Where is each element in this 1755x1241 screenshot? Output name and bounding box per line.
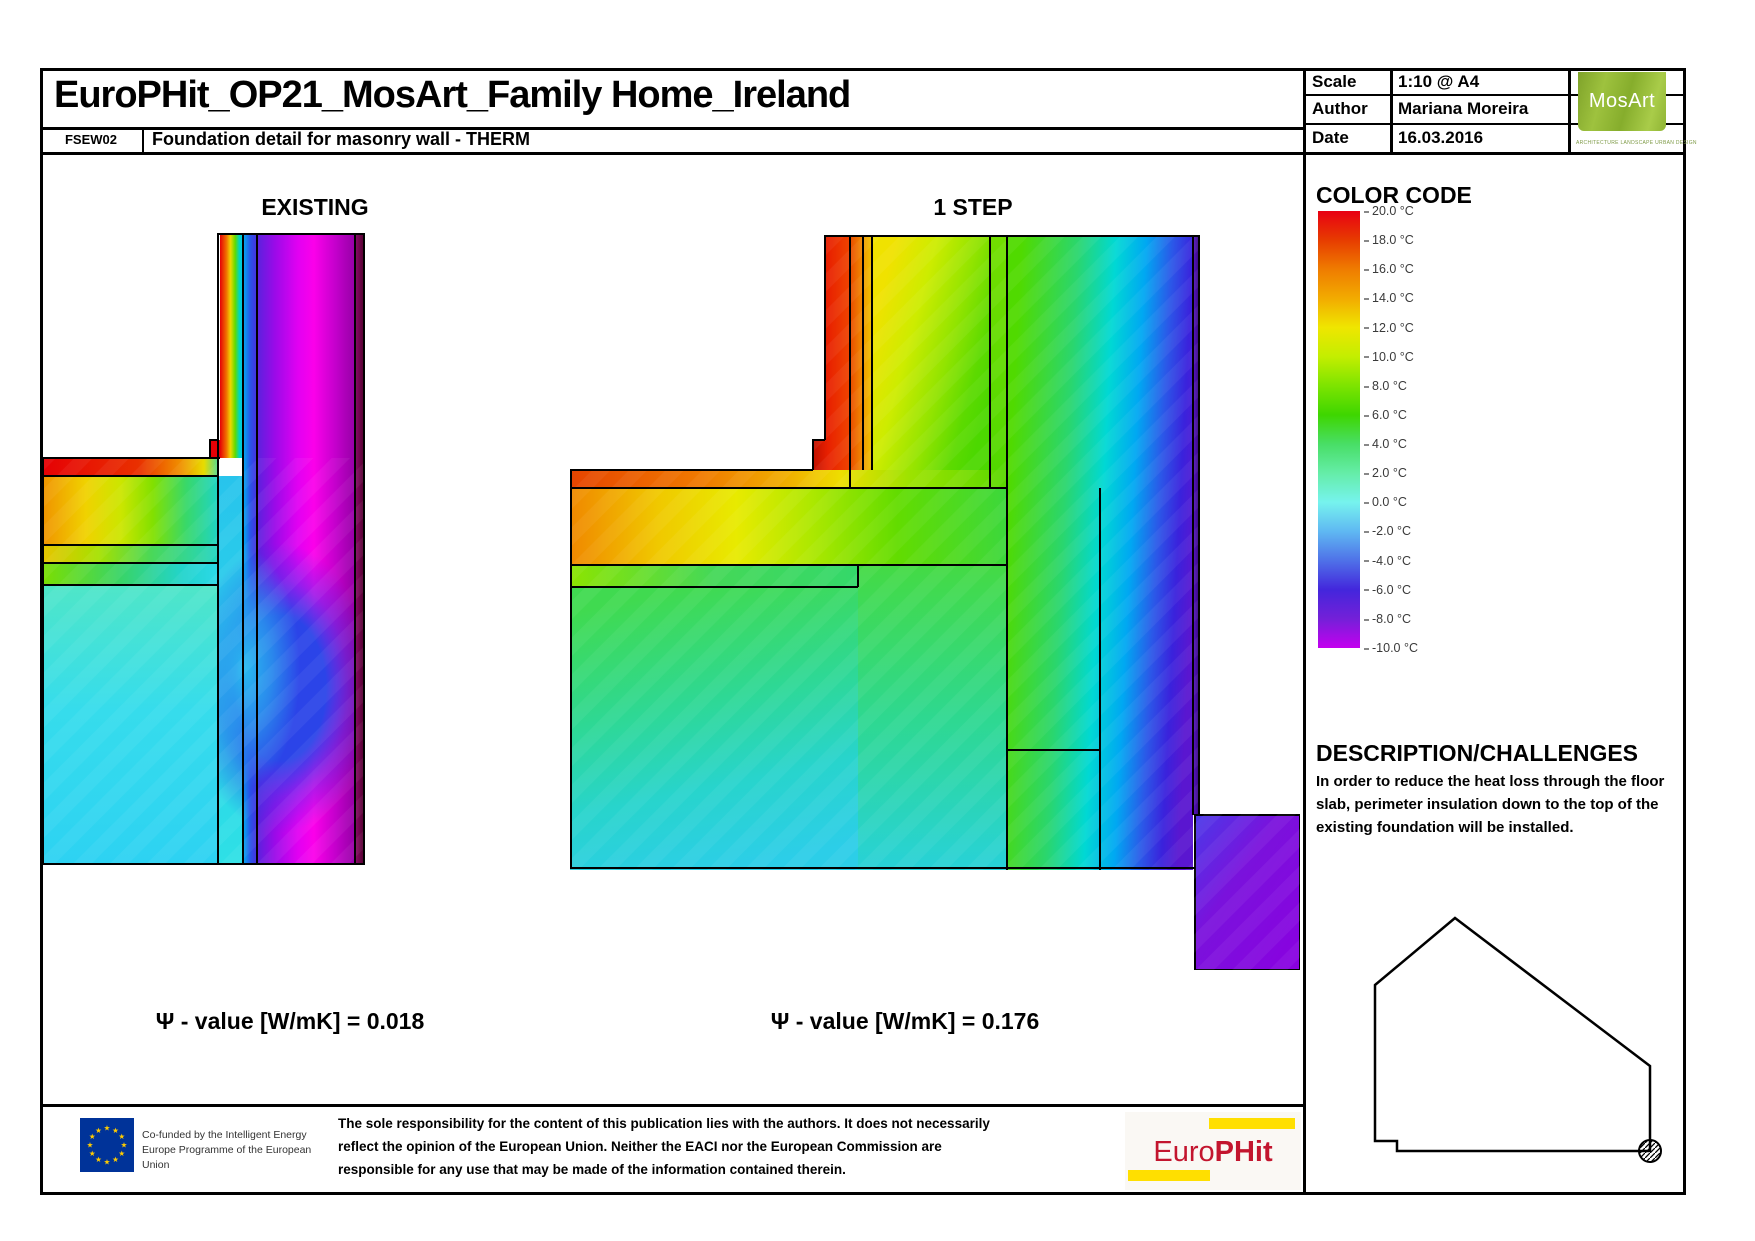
svg-text:★: ★ xyxy=(118,1132,126,1141)
legend-tick: 18.0 °C xyxy=(1364,233,1414,247)
legend-title: COLOR CODE xyxy=(1316,182,1472,208)
legend-tick: 12.0 °C xyxy=(1364,321,1414,335)
thermal-diagram-1step xyxy=(570,235,1300,970)
mosart-logo-text: MosArt xyxy=(1588,90,1656,112)
legend-tick: 0.0 °C xyxy=(1364,495,1407,509)
scale-value: 1:10 @ A4 xyxy=(1398,72,1480,91)
legend-tick: 14.0 °C xyxy=(1364,291,1414,305)
house-location-sketch xyxy=(1340,903,1685,1178)
scale-label: Scale xyxy=(1312,72,1357,91)
legend-bar xyxy=(1318,211,1360,648)
description-title: DESCRIPTION/CHALLENGES xyxy=(1316,740,1639,766)
funding-text: Co-funded by the Intelligent Energy Europe Programme of the European Union xyxy=(142,1129,312,1171)
legend-ticks xyxy=(1364,204,1454,664)
mosart-logo xyxy=(1578,72,1666,131)
svg-text:★: ★ xyxy=(88,1132,96,1141)
svg-text:★: ★ xyxy=(95,1155,102,1165)
description-text: In order to reduce the heat loss through the floor slab, perimeter insulation down to the top of the existing foundation will be installed. xyxy=(1316,773,1665,836)
svg-text:★: ★ xyxy=(120,1140,128,1150)
footer-rule xyxy=(40,1104,1306,1107)
europhit-yellow-bar-top xyxy=(1209,1118,1295,1129)
legend-tick: 6.0 °C xyxy=(1364,408,1407,422)
logo-cell-divider xyxy=(1568,68,1571,155)
europhit-logo-text: EuroPHit xyxy=(1153,1136,1273,1168)
panel-divider xyxy=(1303,68,1306,1195)
legend-tick: -4.0 °C xyxy=(1364,554,1411,568)
psi-value-existing: Ψ - value [W/mK] = 0.018 xyxy=(155,1008,425,1034)
svg-text:★: ★ xyxy=(88,1149,96,1158)
drawing-title: Foundation detail for masonry wall - THERM xyxy=(152,129,531,149)
svg-text:★: ★ xyxy=(95,1125,102,1135)
europhit-yellow-bar-bottom xyxy=(1128,1170,1210,1181)
date-label: Date xyxy=(1312,128,1349,147)
figure-title-existing: EXISTING xyxy=(261,194,369,220)
figure-title-1step: 1 STEP xyxy=(933,194,1013,220)
legend-tick: 10.0 °C xyxy=(1364,350,1414,364)
europhit-logo xyxy=(1125,1112,1301,1190)
page-title: EuroPHit_OP21_MosArt_Family Home_Ireland xyxy=(54,74,851,116)
house-outline xyxy=(1375,918,1650,1151)
author-value: Mariana Moreira xyxy=(1398,99,1529,118)
author-label: Author xyxy=(1312,99,1368,118)
svg-text:★: ★ xyxy=(112,1155,119,1165)
legend-tick: -10.0 °C xyxy=(1364,641,1418,655)
legend-tick: 4.0 °C xyxy=(1364,437,1407,451)
detail-location-marker xyxy=(1639,1140,1661,1162)
disclaimer-text: The sole responsibility for the content of this publication lies with the authors. It does not necessarily reflect the opinion of the European Union. Neither the EACI nor the European Commission are responsible for any use that may be made of the information contained therein. xyxy=(338,1116,990,1177)
date-value: 16.03.2016 xyxy=(1398,128,1484,147)
legend-tick: -6.0 °C xyxy=(1364,583,1411,597)
svg-text:★: ★ xyxy=(112,1125,119,1135)
svg-text:★: ★ xyxy=(103,1123,111,1133)
psi-value-1step: Ψ - value [W/mK] = 0.176 xyxy=(770,1008,1040,1034)
svg-text:★: ★ xyxy=(118,1149,126,1158)
legend-tick: 8.0 °C xyxy=(1364,379,1407,393)
code-box-rule xyxy=(142,129,144,155)
header-bottom-rule xyxy=(40,152,1686,155)
legend-tick: -8.0 °C xyxy=(1364,612,1411,626)
mosart-logo-caption: ARCHITECTURE LANDSCAPE URBAN DESIGN xyxy=(1576,140,1697,146)
legend-tick: 2.0 °C xyxy=(1364,466,1407,480)
legend-tick: 16.0 °C xyxy=(1364,262,1414,276)
drawing-code: FSEW02 xyxy=(64,132,117,147)
legend-tick: 20.0 °C xyxy=(1364,204,1414,218)
legend-tick: -2.0 °C xyxy=(1364,524,1411,538)
svg-text:★: ★ xyxy=(103,1157,111,1167)
meta-col-divider xyxy=(1390,68,1393,155)
eu-flag-icon xyxy=(80,1118,134,1172)
svg-text:★: ★ xyxy=(86,1140,94,1150)
thermal-diagram-existing xyxy=(42,233,365,865)
